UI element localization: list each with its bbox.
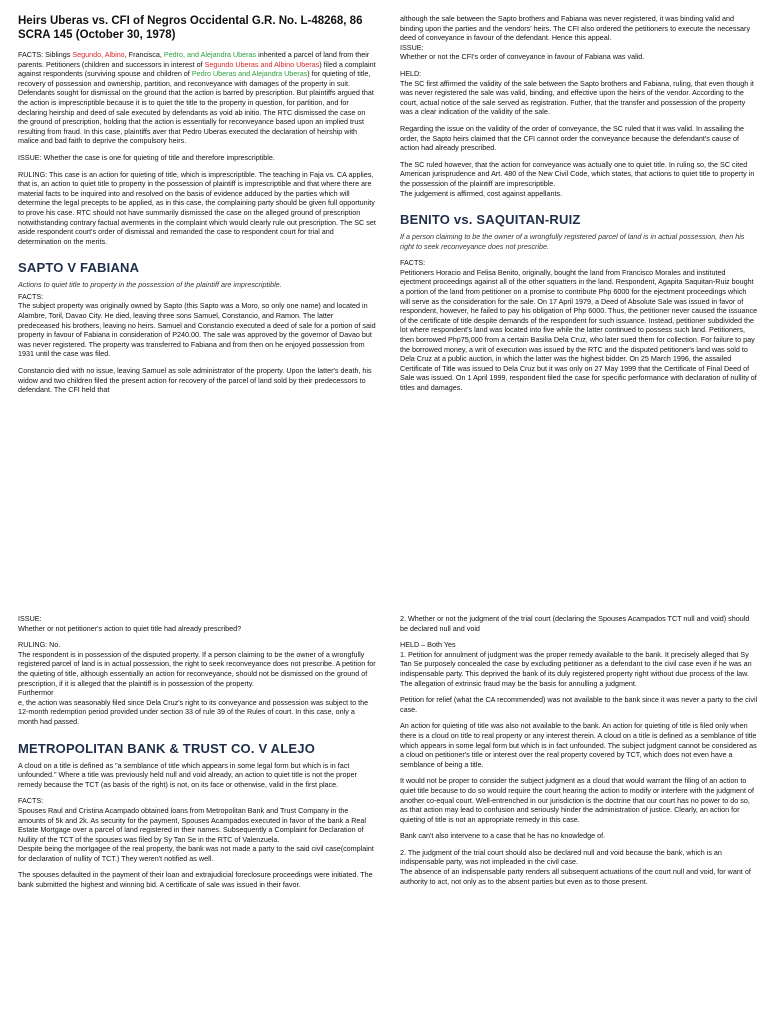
sapto-issue: Whether or not the CFI's order of conveyance in favour of Fabiana was valid. (400, 52, 645, 62)
document-page-2 (0, 578, 768, 1024)
uberas-issue: ISSUE: Whether the case is one for quieting of title and therefore imprescriptible. (18, 152, 275, 162)
metro-held-relief: Petition for relief (what the CA recommended) was not available to the bank since it was never a party to the civil case. (400, 695, 758, 714)
case-title-sapto: SAPTO V FABIANA (18, 260, 140, 276)
benito-ruling: The respondent is in possession of the disputed property. If a person claiming to be the owner of a wrongfully registered parcel of land is in actual possession, the right to seek reconveyance does not prescribe. A petition for the quieting of title, although essentially an action for reconveyance, should not be dismissed on the ground of prescription, if it is alleged that the plaintiff is in possession of the property. (18, 649, 376, 688)
sapto-cont (400, 14, 758, 43)
sapto-cont-text: although the sale between the Sapto brothers and Fabiana was never registered, it was binding valid and binding upon the parties and the vendors' heirs. The CFI also ordered the petitioners to execute the necessary deed of conveyance in favour of the defendant. Hence this appeal. (400, 14, 751, 43)
sapto-facts-2: Constancio died with no issue, leaving Samuel as sole administrator of the property. Upon the latter's death, his widow and two children filed the present action for recovery of the parcel of land sold by their predecessors to defendant. The CFI held that (18, 366, 372, 395)
sapto-held-label: HELD: (400, 68, 422, 78)
sapto-facts: The subject property was originally owned by Sapto (this Sapto was a Moro, so only one name) and located in Alambre, Toril, Davao City. He died, leaving three sons Samuel, Constancio, and Ramon. The latter predeceased his brothers, leaving no heirs. Samuel and Constancio executed a deed of sale for a portion of said property in favour of Fabiana in consideration of P240.00. The sale was approved by the governor of Davao but was never registered. The property was transferred to Fabiana and from then on he enjoyed possession from 1931 until the case was filed. (18, 301, 376, 359)
sapto-held: The SC first affirmed the validity of the sale between the Sapto brothers and Fabiana, ruling, that even though it was never registered the sale was valid, binding, and effective upon the heirs of the vendor. According to the court, actual notice of the sale served as registration. Futher, that the transfer and possession of the property was a clear indication of the validity of the sale. (400, 78, 754, 117)
facts-mid2: ) filed a complaint against respondents (surviving spouse and children of (18, 59, 376, 79)
page1-left-column (18, 14, 376, 402)
page2-left-column (18, 614, 376, 897)
facts-intro: FACTS: Siblings (18, 50, 73, 59)
sapto-subtitle: Actions to quiet title to property in the possession of the plaintiff are imprescriptible. (18, 280, 282, 290)
name-pedro-alejandra-uberas: Pedro Uberas and Alejandra Uberas (191, 69, 308, 79)
case-title-metrobank: METROPOLITAN BANK & TRUST CO. V ALEJO (18, 740, 316, 756)
name-pedro-alejandra: Pedro, and Alejandra Uberas (163, 50, 257, 59)
metro-facts-3: The spouses defaulted in the payment of their loan and extrajudicial foreclosure proceedings were initiated. The bank submitted the highest and winning bid. A certificate of sale was issued in their favor. (18, 870, 373, 890)
case-title-benito: BENITO vs. SAQUITAN-RUIZ (400, 212, 581, 228)
name-segundo-albino: Segundo, Albino (72, 50, 125, 59)
metro-intro: A cloud on a title is defined as "a semblance of title which appears in some legal form but which is in fact unfounded." Where a title was previously held null and void already, an action to quiet title is not the proper remedy because the TCT (as basis of the right) is not, on its face or otherwise, valid in the first place. (18, 760, 357, 789)
page2-right-column (400, 614, 758, 893)
benito-furthermor: Furthermor (18, 688, 54, 698)
benito-issue-label: ISSUE: (18, 614, 42, 623)
metro-held-1: 1. Petition for annulment of judgment was the proper remedy available to the bank. It precisely alleged that Sy Tan Se purposely concealed the case by excluding petitioner as a defendant to the civil case even if he was an indispensable party. This deprived the bank of its duly registered property right without due process of the law. The allegation of extrinsic fraud may be the basis for annulling a judgment. (400, 649, 752, 688)
uberas-ruling: RULING: This case is an action for quieting of title, which is imprescriptible. The teaching in Faja vs. CA applies, that is, an action to quiet title to property in the possession of plaintiff is imprescriptible and that where there are material facts to be inquired into and resolved on the basis of evidence adduced by the parties which will determine the legal precepts to be applied, as in this case, the complaining party should be given full opportunity to prove his case. RTC should not have summarily dismissed the case on the alleged ground of prescription notwithstanding contrary factual averments in the complaint which would clearly rule out prescription. The SC set aside respondent court's order of dismissal and remanded the case to respondent court for trial and determination on the merits. (18, 169, 376, 246)
page1-right-column (400, 14, 758, 400)
facts-comma: , Francisca, (124, 50, 164, 59)
metro-held-2b: The absence of an indispensable party renders all subsequent actuations of the court null and void, for want of authority to act, not only as to the absent parties but even as to those present. (400, 867, 751, 886)
metro-held-2: 2. The judgment of the trial court should also be declared null and void because the bank, which is an indispensable party, was not impleaded in the civil case. (400, 847, 722, 867)
metro-held-label: HELD – Both Yes (400, 640, 456, 650)
sapto-held-4: The judgement is affirmed, cost against appellants. (400, 188, 563, 198)
name-segundo-albino-uberas: Segundo Uberas and Albino Uberas (204, 59, 320, 69)
facts-mid1: inherited a parcel of land from their parents. Petitioners (children and successors in interest of (18, 50, 370, 69)
benito-subtitle: If a person claiming to be the owner of a wrongfully registered parcel of land is in actual possession, then his right to seek reconveyance does not prescribe. (400, 232, 745, 251)
benito-facts: Petitioners Horacio and Felisa Benito, originally, bought the land from Francisco Morales and instituted ejectment proceedings against all of the other squatters in the land. Respondent, Agapita Saquitan-Ruiz bought a portion of the land from petitioner on a promise to contribute Php 6000 for the ejectment proceedings which will serve as the consideration for the sale. On 17 April 1979, a Deed of Absolute Sale was issued in favor of respondent, however, he failed to pay his obligation of Php 6000. Thus, the petitioner never caused the issuance of the certificate of title despite demands of the respondent for such issuance. Instead, petitioner subdivided the lot where respondent's land was located into five while the latter continued to possess such land. Petitioners, then borrowed Php75,000 from a certain Basilia Dela Cruz, who later sued them for collection. For failure to pay the borrowed money, a writ of execution was issued by the RTC and the disputed petitioner's land was sold to Dela Cruz at a public auction, in which the latter was the highest bidder. On 25 March 1996, the assailed Certificate of Title was issued to Dela Cruz but it was only on 27 May 1999 that the Certificate of Final Deed of Sale was issued. On 1 April 1999, respondent filed the case for specific performance with declaration of nullity of titles and damages. (400, 267, 758, 392)
benito-ruling-label: RULING: No. (18, 640, 61, 650)
benito-facts-label: FACTS: (400, 258, 426, 268)
sapto-facts-label: FACTS: (18, 291, 44, 301)
metro-held-quiet: An action for quieting of title was also not available to the bank. An action for quieting of title is filed only when there is a cloud on title to real property or any interest therein. A cloud on a title is defined as a semblance of title which appears in some legal form but which is in fact unfounded. The subject judgment cannot be considered as a cloud on petitioner's title or interest over the real property covered by TCT, which does not even have a semblance of being a title. (400, 721, 757, 769)
metro-facts-label: FACTS: (18, 796, 44, 806)
case-title-heirs-uberas: Heirs Uberas vs. CFI of Negros Occidental G.R. No. L-48268, 86 SCRA 145 (October 30, 1978) (18, 15, 363, 41)
benito-issue: Whether or not petitioner's action to quiet title had already prescribed? (18, 623, 242, 633)
metro-facts: Spouses Raul and Cristina Acampado obtained loans from Metropolitan Bank and Trust Company in the amounts of 5k and 2k. As security for the payment, Spouses Acampados executed in favor of the bank a Real Estate Mortgage over a parcel of land registered in their names. Subsequently a Complaint for Declaration of Nullity of the TCT of the spouses was filed by Sy Tan Se in the RTC of Valenzuela. (18, 805, 366, 844)
benito-ruling-2: e, the action was seasonably filed since Dela Cruz's right to its conveyance and possession was subject to the 12-month redemption period provided under section 33 of rule 39 of the Rules of court. In this case, only a month had passed. (18, 697, 369, 726)
sapto-issue-label: ISSUE: (400, 42, 424, 52)
sapto-held-2: Regarding the issue on the validity of the order of conveyance, the SC ruled that it was valid. In assailing the order, the Sapto heirs claimed that the CFI cannot order the conveyance because the defendant's cause of action had already prescribed. (400, 123, 744, 153)
metro-held-intervene: Bank can't also intervene to a case that he has no knowledge of. (400, 831, 606, 841)
metro-held-proper: It would not be proper to consider the subject judgment as a cloud that would warrant the filing of an action to quiet title because to do so would require the court hearing the action to modify or interfere with the judgment of another co-equal court. Well-entrenched in our jurisdiction is the doctrine that our court has no power to do so, as that action may lead to confusion and seriously hinder the administration of justice. Clearly, an action for quieting of title is not an appropriate remedy in this case. (400, 776, 754, 824)
facts-rest: ) for quieting of title, recovery of possession and ownership, partition, and reconveyance with damages of the property in suit. Defendants sought for dismissal on the ground that the action is barred by prescription. But plaintiffs argued that the action is imprescriptible because it is to quiet the title to the property in question, for partition, and for declaring heirship and deed of sale executed by defendants as void ab initio. The RTC dismissed the case on the ground of prescription, holding that the action is essentially for reconveyance based upon an implied trust resulting from fraud. In this case, plaintiffs aver that Pedro Uberas executed the declaration of heirship with malice and bad faith to deprive the compulsory heirs. (18, 69, 374, 146)
metro-facts-2: Despite being the mortgagee of the real property, the bank was not made a party to the said civil case(complaint for declaration of nullity of TCT.) They weren't notified as well. (18, 844, 374, 863)
uberas-facts (18, 50, 376, 146)
metro-issue-2: 2. Whether or not the judgment of the trial court (declaring the Spouses Acampados TCT null and void) should be declared null and void (400, 614, 750, 633)
sapto-held-3: The SC ruled however, that the action for conveyance was actually one to quiet title. In ruling so, the SC cited American jurisprudence and Art. 480 of the New Civil Code, which states, that actions to quiet title to property in the possession of the plaintiff are imprescriptible. (400, 159, 755, 188)
